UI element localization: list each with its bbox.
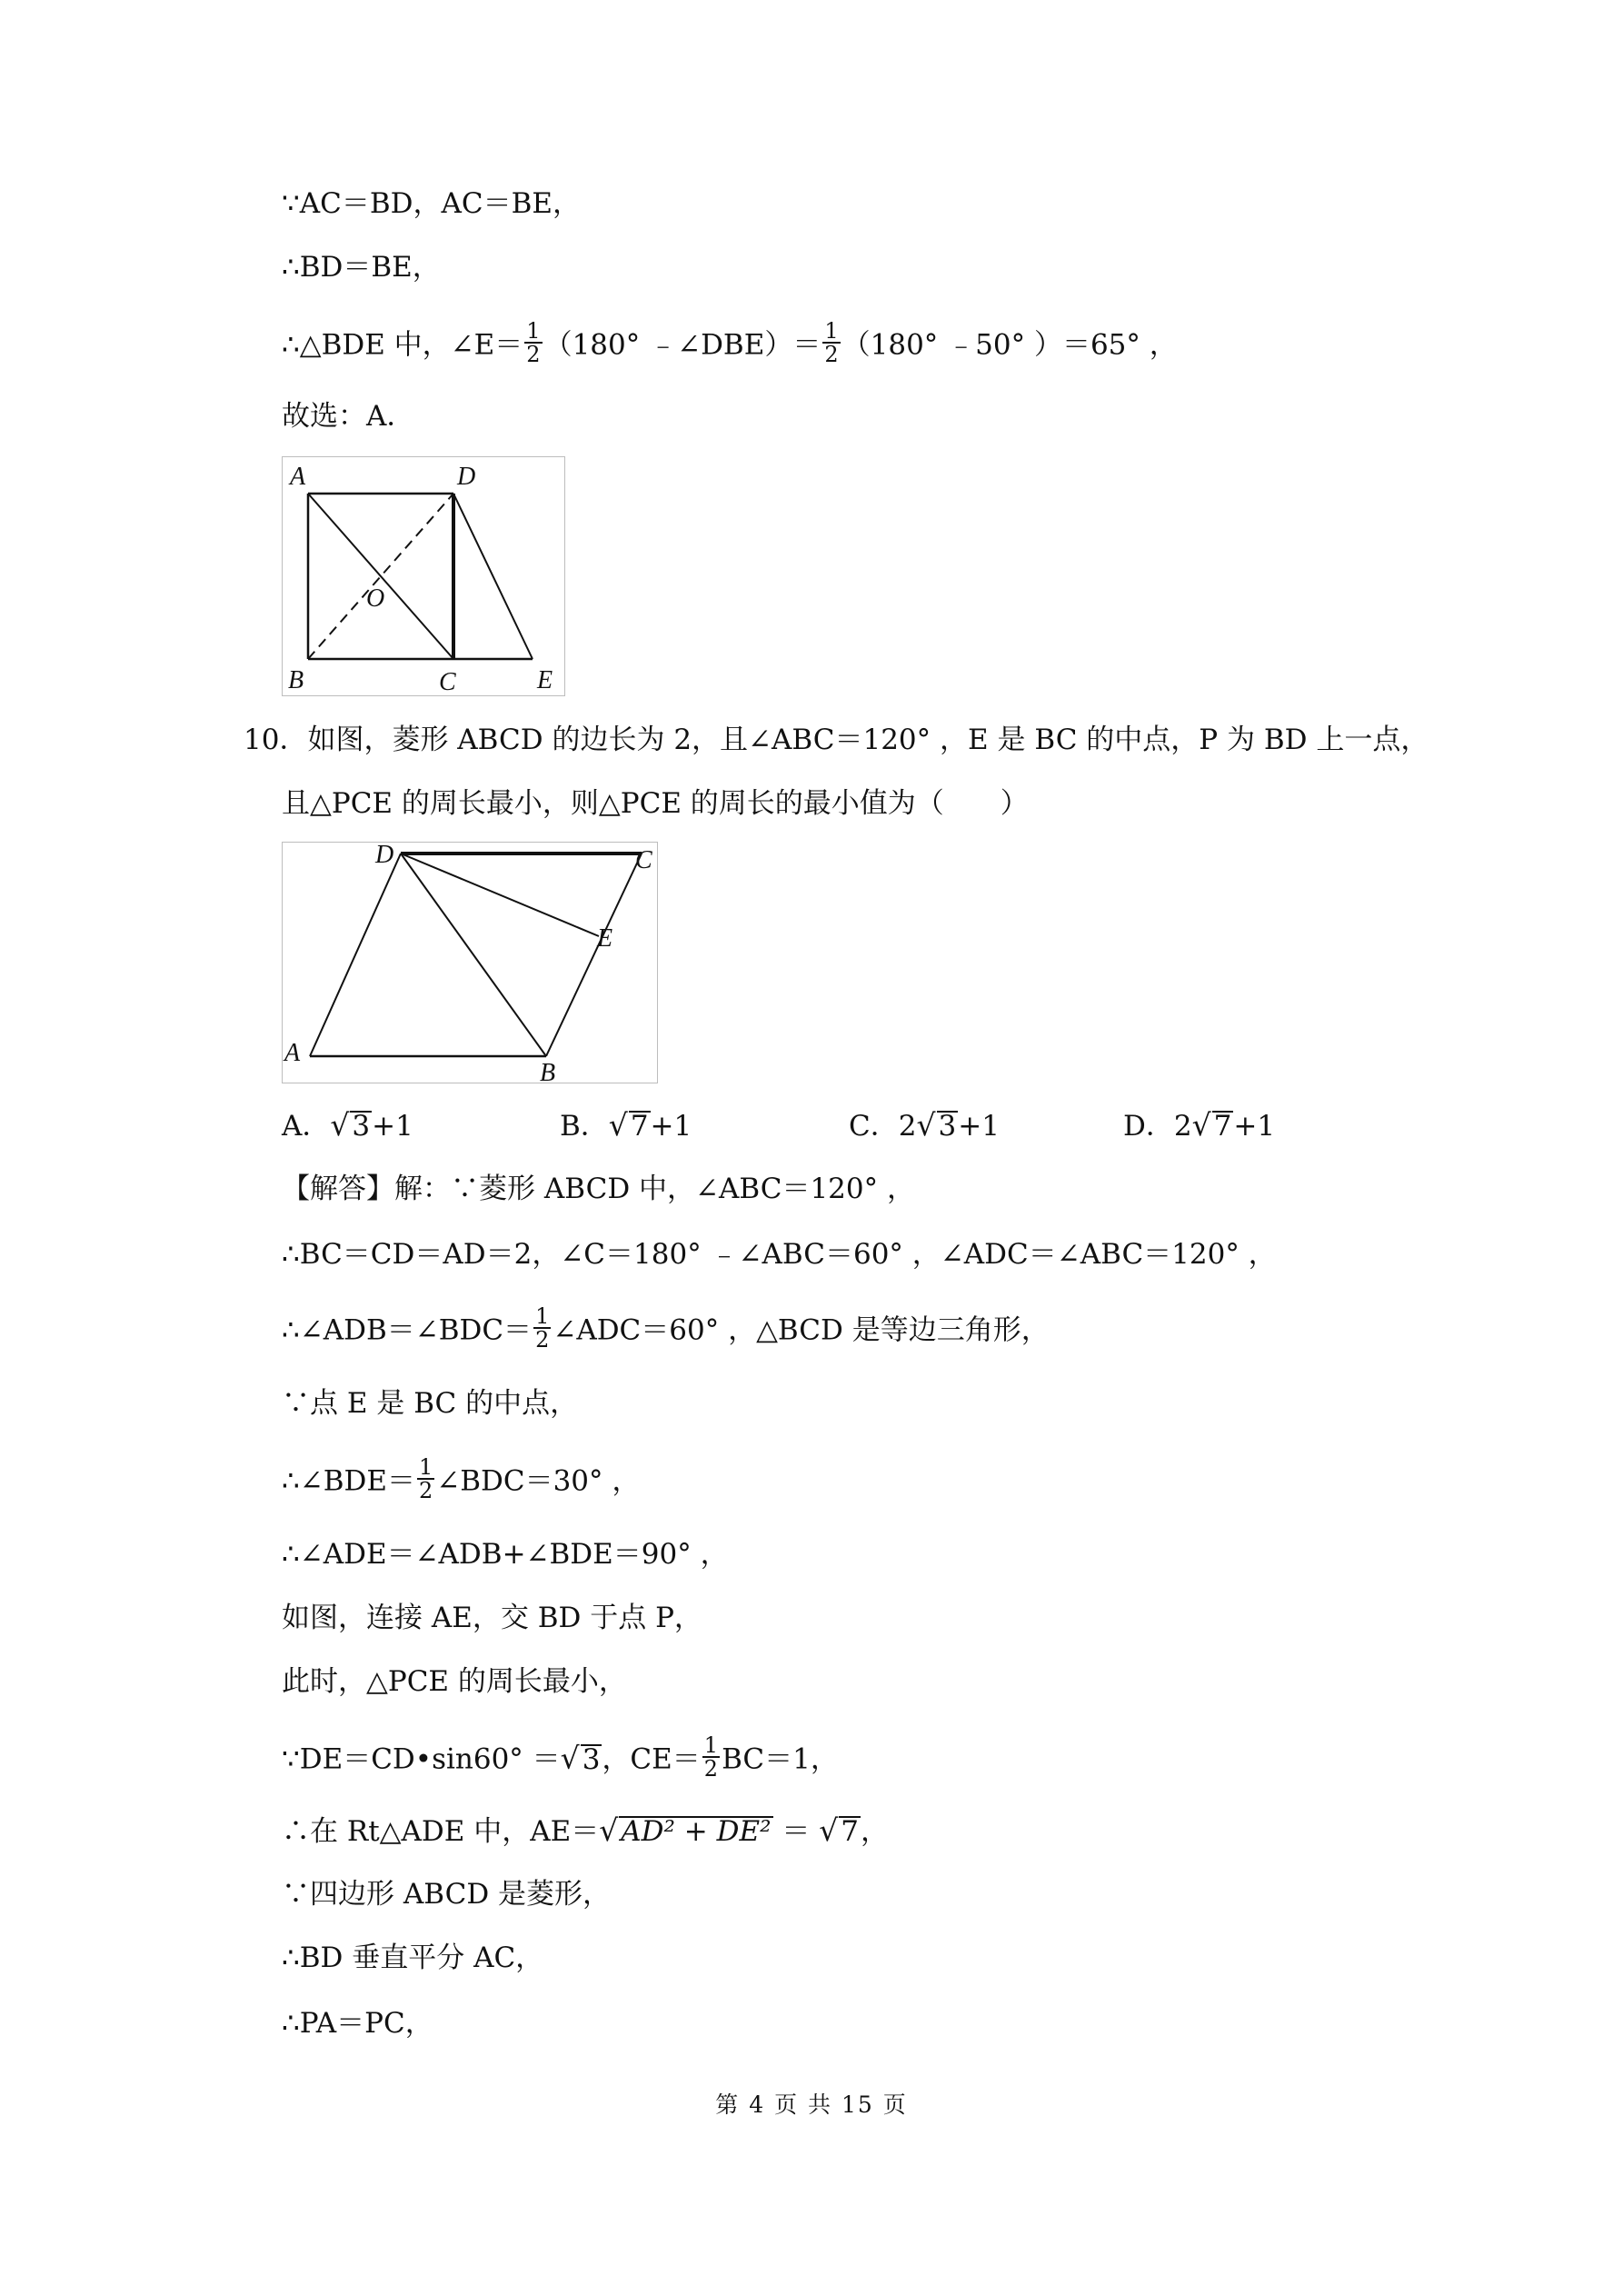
label-C: C: [635, 846, 652, 874]
page-footer: 第 4 页 共 15 页: [715, 2091, 908, 2118]
label-E: E: [597, 924, 613, 953]
solution-line: 【解答】解：∵菱形 ABCD 中，∠ABC＝120° ，: [282, 1173, 915, 1205]
label-B: B: [540, 1059, 556, 1083]
text-fragment: ∴△BDE 中，∠E＝: [282, 328, 523, 362]
solution-line: ∵DE＝CD•sin60° ＝√3，CE＝ $\frac{1}{2}$ BC＝1，: [282, 1732, 839, 1782]
text-line: ∵AC＝BD，AC＝BE，: [282, 187, 581, 220]
label-B: B: [288, 666, 304, 694]
fraction-half: $\frac{1}{2}$: [703, 1732, 719, 1782]
fraction-half: $\frac{1}{2}$: [526, 318, 541, 367]
question-10-line2: 且△PCE 的周长最小，则△PCE 的周长的最小值为（ ）: [282, 787, 1029, 820]
solution-line: ∴BD 垂直平分 AC，: [282, 1942, 544, 1974]
option-b: B．√7+1: [560, 1107, 692, 1143]
question-10-line1: 10．如图，菱形 ABCD 的边长为 2，且∠ABC＝120° ，E 是 BC 的中点，P 为 BD 上一点，: [244, 724, 1429, 756]
text-fragment: （180° ﹣∠DBE）＝: [543, 328, 821, 362]
solution-line: ∵点 E 是 BC 的中点，: [282, 1387, 579, 1420]
figure-square-diagram: [282, 456, 565, 696]
option-a: A．√3+1: [282, 1107, 413, 1143]
label-D: D: [457, 463, 476, 491]
equation-line: [282, 318, 1178, 369]
solution-line: ∴PA＝PC，: [282, 2007, 433, 2040]
fraction-half: $\frac{1}{2}$: [418, 1454, 433, 1503]
solution-line: ∴∠ADE＝∠ADB+∠BDE＝90° ，: [282, 1538, 729, 1571]
label-C: C: [439, 668, 456, 695]
solution-line: 此时，△PCE 的周长最小，: [282, 1665, 627, 1698]
text-fragment: （180° ﹣50° ）＝65° ，: [841, 328, 1178, 362]
label-A: A: [284, 1039, 301, 1067]
solution-line: ∴∠ADB＝∠BDC＝ $\frac{1}{2}$ ∠ADC＝60° ，△BCD 是等边三角形，: [282, 1303, 1050, 1353]
figure-rhombus-diagram: [282, 842, 658, 1083]
text-line: 故选：A．: [282, 400, 415, 433]
label-E: E: [537, 666, 553, 694]
option-d: D．2√7+1: [1123, 1107, 1276, 1143]
label-D: D: [375, 843, 394, 869]
solution-line: 如图，连接 AE，交 BD 于点 P，: [282, 1602, 702, 1634]
label-A: A: [290, 463, 306, 491]
solution-line: ∴在 Rt△ADE 中，AE＝√AD² + DE² ＝ √7，: [282, 1812, 890, 1848]
label-O: O: [366, 584, 385, 613]
fraction-half: $\frac{1}{2}$: [824, 318, 839, 367]
option-c: C．2√3+1: [849, 1107, 1000, 1143]
fraction-half: $\frac{1}{2}$: [535, 1303, 550, 1353]
solution-line: ∴∠BDE＝ $\frac{1}{2}$ ∠BDC＝30° ，: [282, 1454, 641, 1503]
solution-line: ∴BC＝CD＝AD＝2，∠C＝180° ﹣∠ABC＝60° ，∠ADC＝∠ABC＝120° ，: [282, 1238, 1277, 1271]
text-line: ∴BD＝BE，: [282, 251, 441, 284]
solution-line: ∵四边形 ABCD 是菱形，: [282, 1878, 612, 1911]
